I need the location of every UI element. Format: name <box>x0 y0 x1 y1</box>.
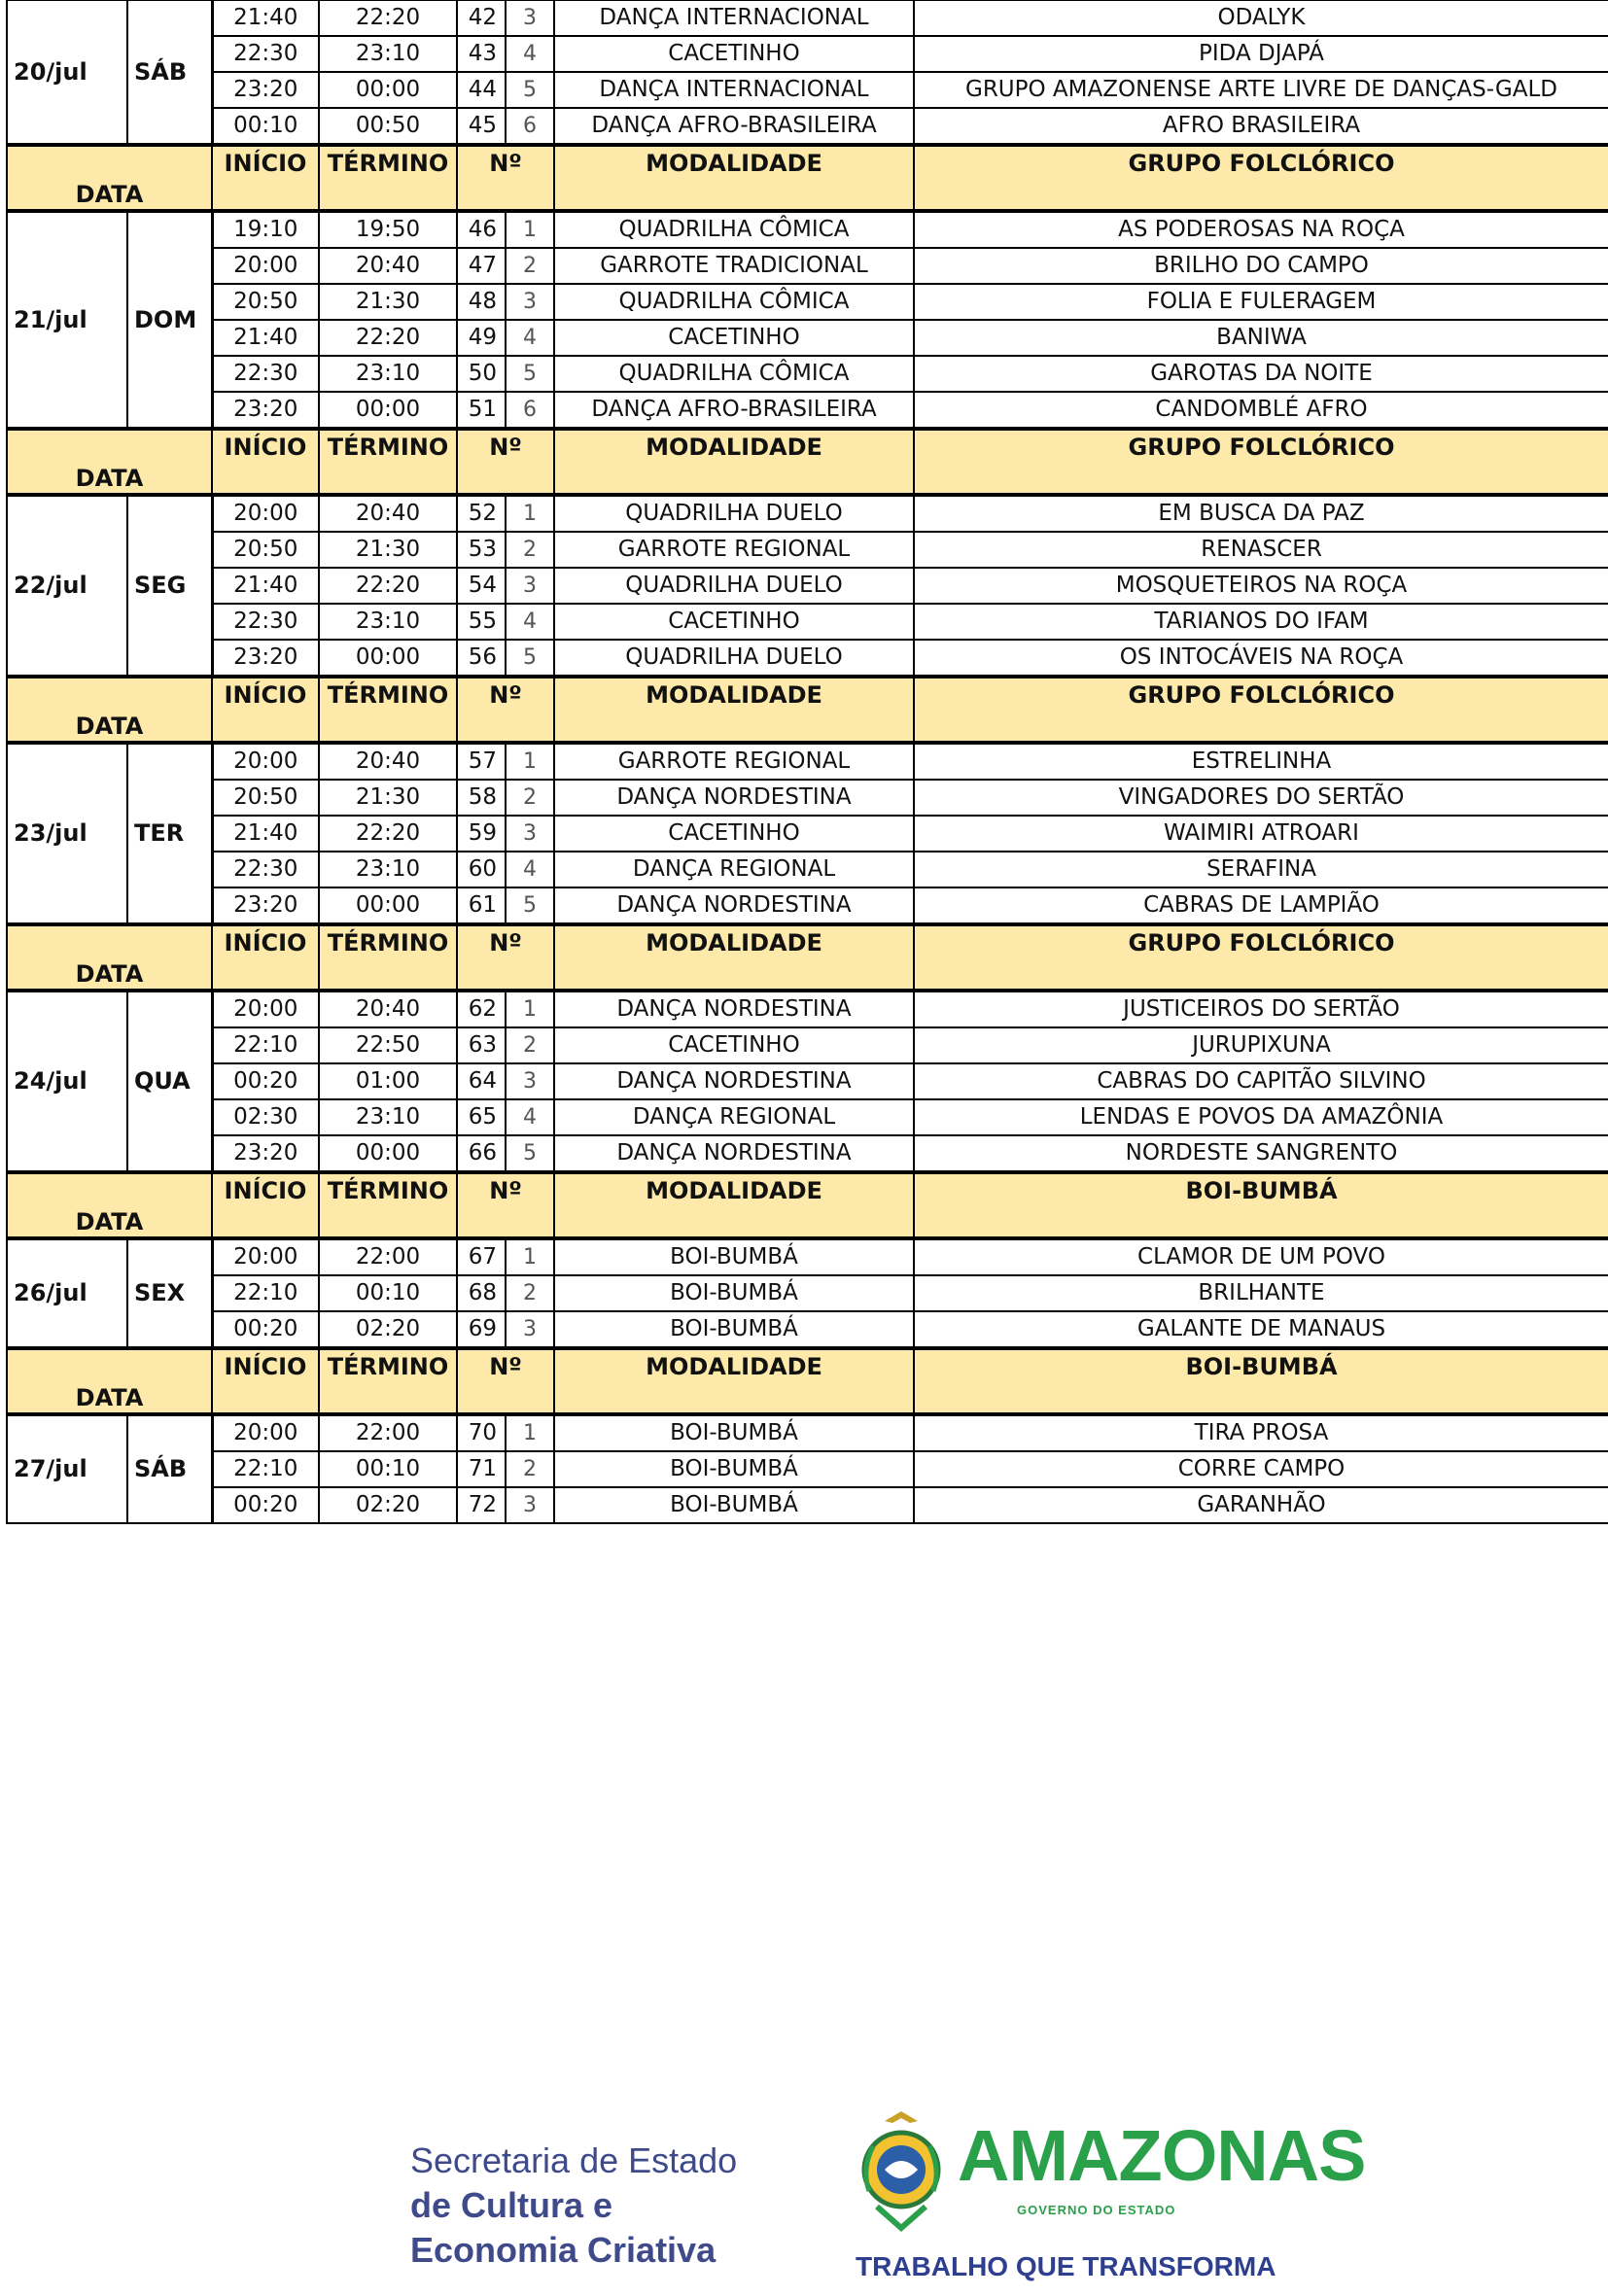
group-name: PIDA DJAPÁ <box>914 36 1608 72</box>
start-time: 19:10 <box>212 211 319 248</box>
weekday-cell: SEX <box>127 1238 212 1348</box>
header-inicio: INÍCIO <box>212 145 319 211</box>
order-number: 1 <box>506 991 554 1027</box>
end-time: 23:10 <box>319 604 457 640</box>
end-time: 00:10 <box>319 1275 457 1311</box>
end-time: 23:10 <box>319 356 457 392</box>
start-time: 20:00 <box>212 1414 319 1451</box>
modality: DANÇA AFRO-BRASILEIRA <box>554 392 914 429</box>
secretaria-logo-text <box>410 2139 737 2273</box>
group-name: ODALYK <box>914 0 1608 36</box>
table-row <box>7 816 1608 852</box>
header-termino: TÉRMINO <box>319 924 457 991</box>
table-row <box>7 495 1608 532</box>
end-time: 00:00 <box>319 1135 457 1172</box>
start-time: 20:50 <box>212 780 319 816</box>
group-name: GALANTE DE MANAUS <box>914 1311 1608 1348</box>
start-time: 20:00 <box>212 495 319 532</box>
start-time: 22:30 <box>212 604 319 640</box>
presentation-number: 65 <box>457 1099 506 1135</box>
order-number: 3 <box>506 1063 554 1099</box>
order-number: 1 <box>506 1414 554 1451</box>
header-data: DATA <box>7 145 212 211</box>
header-data: DATA <box>7 1348 212 1414</box>
order-number: 4 <box>506 320 554 356</box>
end-time: 23:10 <box>319 36 457 72</box>
order-number: 5 <box>506 640 554 677</box>
header-numero: Nº <box>457 1172 554 1238</box>
header-termino: TÉRMINO <box>319 145 457 211</box>
header-row <box>7 429 1608 495</box>
table-row <box>7 1414 1608 1451</box>
modality: BOI-BUMBÁ <box>554 1487 914 1523</box>
modality: BOI-BUMBÁ <box>554 1311 914 1348</box>
presentation-number: 43 <box>457 36 506 72</box>
end-time: 23:10 <box>319 1099 457 1135</box>
group-name: GRUPO AMAZONENSE ARTE LIVRE DE DANÇAS-GALD <box>914 72 1608 108</box>
header-row <box>7 1348 1608 1414</box>
modality: QUADRILHA DUELO <box>554 495 914 532</box>
header-group: GRUPO FOLCLÓRICO <box>914 677 1608 743</box>
table-row <box>7 568 1608 604</box>
table-row <box>7 211 1608 248</box>
modality: BOI-BUMBÁ <box>554 1275 914 1311</box>
end-time: 00:00 <box>319 640 457 677</box>
modality: DANÇA REGIONAL <box>554 1099 914 1135</box>
header-inicio: INÍCIO <box>212 924 319 991</box>
modality: QUADRILHA CÔMICA <box>554 211 914 248</box>
weekday-cell: DOM <box>127 211 212 429</box>
end-time: 02:20 <box>319 1311 457 1348</box>
modality: CACETINHO <box>554 816 914 852</box>
table-row <box>7 1451 1608 1487</box>
header-numero: Nº <box>457 677 554 743</box>
order-number: 2 <box>506 1027 554 1063</box>
modality: DANÇA AFRO-BRASILEIRA <box>554 108 914 145</box>
order-number: 2 <box>506 1275 554 1311</box>
date-cell: 23/jul <box>7 743 127 924</box>
group-name: AS PODEROSAS NA ROÇA <box>914 211 1608 248</box>
group-name: CABRAS DE LAMPIÃO <box>914 887 1608 924</box>
modality: GARROTE REGIONAL <box>554 743 914 780</box>
date-cell: 22/jul <box>7 495 127 677</box>
modality: CACETINHO <box>554 1027 914 1063</box>
header-group: GRUPO FOLCLÓRICO <box>914 924 1608 991</box>
start-time: 22:30 <box>212 356 319 392</box>
header-termino: TÉRMINO <box>319 1348 457 1414</box>
weekday-cell: SÁB <box>127 0 212 145</box>
order-number: 5 <box>506 887 554 924</box>
order-number: 2 <box>506 1451 554 1487</box>
header-modalidade: MODALIDADE <box>554 1348 914 1414</box>
table-row <box>7 640 1608 677</box>
presentation-number: 53 <box>457 532 506 568</box>
header-inicio: INÍCIO <box>212 1348 319 1414</box>
start-time: 23:20 <box>212 640 319 677</box>
header-modalidade: MODALIDADE <box>554 1172 914 1238</box>
modality: DANÇA NORDESTINA <box>554 1063 914 1099</box>
presentation-number: 67 <box>457 1238 506 1275</box>
end-time: 22:00 <box>319 1414 457 1451</box>
order-number: 1 <box>506 1238 554 1275</box>
header-numero: Nº <box>457 924 554 991</box>
end-time: 22:20 <box>319 320 457 356</box>
modality: CACETINHO <box>554 604 914 640</box>
secretaria-line-3: Economia Criativa <box>410 2230 717 2270</box>
group-name: TARIANOS DO IFAM <box>914 604 1608 640</box>
presentation-number: 66 <box>457 1135 506 1172</box>
header-data: DATA <box>7 1172 212 1238</box>
modality: GARROTE REGIONAL <box>554 532 914 568</box>
modality: DANÇA NORDESTINA <box>554 887 914 924</box>
table-row <box>7 72 1608 108</box>
table-row <box>7 780 1608 816</box>
group-name: JURUPIXUNA <box>914 1027 1608 1063</box>
governo-do-estado-label: GOVERNO DO ESTADO <box>1017 2203 1176 2217</box>
order-number: 4 <box>506 1099 554 1135</box>
order-number: 5 <box>506 72 554 108</box>
end-time: 02:20 <box>319 1487 457 1523</box>
order-number: 4 <box>506 604 554 640</box>
amazonas-coat-of-arms-icon <box>856 2109 948 2236</box>
table-row <box>7 1063 1608 1099</box>
presentation-number: 55 <box>457 604 506 640</box>
end-time: 22:20 <box>319 816 457 852</box>
weekday-cell: TER <box>127 743 212 924</box>
header-modalidade: MODALIDADE <box>554 677 914 743</box>
start-time: 20:50 <box>212 284 319 320</box>
group-name: BRILHO DO CAMPO <box>914 248 1608 284</box>
presentation-number: 61 <box>457 887 506 924</box>
schedule-table <box>6 0 1608 1524</box>
header-modalidade: MODALIDADE <box>554 145 914 211</box>
end-time: 22:00 <box>319 1238 457 1275</box>
start-time: 23:20 <box>212 887 319 924</box>
start-time: 22:10 <box>212 1451 319 1487</box>
end-time: 00:00 <box>319 392 457 429</box>
presentation-number: 54 <box>457 568 506 604</box>
order-number: 1 <box>506 743 554 780</box>
header-termino: TÉRMINO <box>319 429 457 495</box>
table-row <box>7 1238 1608 1275</box>
table-row <box>7 604 1608 640</box>
group-name: AFRO BRASILEIRA <box>914 108 1608 145</box>
table-row <box>7 1487 1608 1523</box>
modality: CACETINHO <box>554 36 914 72</box>
order-number: 1 <box>506 495 554 532</box>
weekday-cell: SEG <box>127 495 212 677</box>
start-time: 00:10 <box>212 108 319 145</box>
presentation-number: 48 <box>457 284 506 320</box>
presentation-number: 56 <box>457 640 506 677</box>
header-group: GRUPO FOLCLÓRICO <box>914 429 1608 495</box>
end-time: 19:50 <box>319 211 457 248</box>
header-termino: TÉRMINO <box>319 1172 457 1238</box>
group-name: LENDAS E POVOS DA AMAZÔNIA <box>914 1099 1608 1135</box>
table-row <box>7 852 1608 887</box>
modality: QUADRILHA DUELO <box>554 568 914 604</box>
group-name: EM BUSCA DA PAZ <box>914 495 1608 532</box>
group-name: CLAMOR DE UM POVO <box>914 1238 1608 1275</box>
table-row <box>7 1135 1608 1172</box>
table-row <box>7 532 1608 568</box>
modality: CACETINHO <box>554 320 914 356</box>
header-termino: TÉRMINO <box>319 677 457 743</box>
group-name: CORRE CAMPO <box>914 1451 1608 1487</box>
header-modalidade: MODALIDADE <box>554 429 914 495</box>
start-time: 23:20 <box>212 1135 319 1172</box>
group-name: BANIWA <box>914 320 1608 356</box>
presentation-number: 68 <box>457 1275 506 1311</box>
header-row <box>7 677 1608 743</box>
table-row <box>7 887 1608 924</box>
table-row <box>7 1099 1608 1135</box>
group-name: CANDOMBLÉ AFRO <box>914 392 1608 429</box>
header-data: DATA <box>7 429 212 495</box>
start-time: 00:20 <box>212 1311 319 1348</box>
secretaria-line-1: Secretaria de Estado <box>410 2140 738 2180</box>
table-row <box>7 991 1608 1027</box>
presentation-number: 44 <box>457 72 506 108</box>
presentation-number: 49 <box>457 320 506 356</box>
end-time: 20:40 <box>319 495 457 532</box>
order-number: 3 <box>506 284 554 320</box>
amazonas-brand: AMAZONAS <box>958 2115 1366 2196</box>
date-cell: 21/jul <box>7 211 127 429</box>
weekday-cell: SÁB <box>127 1414 212 1523</box>
table-row <box>7 320 1608 356</box>
presentation-number: 50 <box>457 356 506 392</box>
modality: GARROTE TRADICIONAL <box>554 248 914 284</box>
modality: QUADRILHA DUELO <box>554 640 914 677</box>
order-number: 3 <box>506 816 554 852</box>
weekday-cell: QUA <box>127 991 212 1172</box>
order-number: 3 <box>506 1311 554 1348</box>
group-name: JUSTICEIROS DO SERTÃO <box>914 991 1608 1027</box>
presentation-number: 45 <box>457 108 506 145</box>
start-time: 20:00 <box>212 743 319 780</box>
modality: DANÇA NORDESTINA <box>554 780 914 816</box>
table-row <box>7 0 1608 36</box>
modality: BOI-BUMBÁ <box>554 1414 914 1451</box>
order-number: 5 <box>506 1135 554 1172</box>
start-time: 02:30 <box>212 1099 319 1135</box>
group-name: SERAFINA <box>914 852 1608 887</box>
start-time: 22:30 <box>212 852 319 887</box>
end-time: 00:50 <box>319 108 457 145</box>
start-time: 22:10 <box>212 1027 319 1063</box>
presentation-number: 69 <box>457 1311 506 1348</box>
order-number: 3 <box>506 568 554 604</box>
start-time: 20:00 <box>212 1238 319 1275</box>
footer <box>0 2109 1608 2294</box>
modality: DANÇA INTERNACIONAL <box>554 72 914 108</box>
modality: QUADRILHA CÔMICA <box>554 284 914 320</box>
order-number: 3 <box>506 1487 554 1523</box>
start-time: 20:00 <box>212 248 319 284</box>
start-time: 00:20 <box>212 1063 319 1099</box>
order-number: 6 <box>506 108 554 145</box>
end-time: 21:30 <box>319 780 457 816</box>
presentation-number: 57 <box>457 743 506 780</box>
presentation-number: 64 <box>457 1063 506 1099</box>
table-row <box>7 392 1608 429</box>
presentation-number: 51 <box>457 392 506 429</box>
end-time: 22:20 <box>319 0 457 36</box>
modality: DANÇA REGIONAL <box>554 852 914 887</box>
group-name: BRILHANTE <box>914 1275 1608 1311</box>
group-name: ESTRELINHA <box>914 743 1608 780</box>
group-name: RENASCER <box>914 532 1608 568</box>
modality: DANÇA INTERNACIONAL <box>554 0 914 36</box>
group-name: TIRA PROSA <box>914 1414 1608 1451</box>
end-time: 22:50 <box>319 1027 457 1063</box>
presentation-number: 63 <box>457 1027 506 1063</box>
table-row <box>7 36 1608 72</box>
header-group: GRUPO FOLCLÓRICO <box>914 145 1608 211</box>
header-inicio: INÍCIO <box>212 1172 319 1238</box>
end-time: 20:40 <box>319 248 457 284</box>
presentation-number: 70 <box>457 1414 506 1451</box>
header-group: BOI-BUMBÁ <box>914 1172 1608 1238</box>
start-time: 21:40 <box>212 568 319 604</box>
start-time: 21:40 <box>212 816 319 852</box>
order-number: 4 <box>506 36 554 72</box>
header-group: BOI-BUMBÁ <box>914 1348 1608 1414</box>
table-row <box>7 743 1608 780</box>
group-name: GARANHÃO <box>914 1487 1608 1523</box>
order-number: 4 <box>506 852 554 887</box>
end-time: 23:10 <box>319 852 457 887</box>
table-row <box>7 108 1608 145</box>
presentation-number: 72 <box>457 1487 506 1523</box>
end-time: 22:20 <box>319 568 457 604</box>
presentation-number: 46 <box>457 211 506 248</box>
header-numero: Nº <box>457 1348 554 1414</box>
presentation-number: 71 <box>457 1451 506 1487</box>
table-row <box>7 1275 1608 1311</box>
start-time: 20:00 <box>212 991 319 1027</box>
presentation-number: 58 <box>457 780 506 816</box>
header-numero: Nº <box>457 145 554 211</box>
date-cell: 24/jul <box>7 991 127 1172</box>
header-data: DATA <box>7 924 212 991</box>
header-numero: Nº <box>457 429 554 495</box>
presentation-number: 62 <box>457 991 506 1027</box>
table-row <box>7 1311 1608 1348</box>
start-time: 21:40 <box>212 320 319 356</box>
order-number: 3 <box>506 0 554 36</box>
presentation-number: 59 <box>457 816 506 852</box>
end-time: 20:40 <box>319 743 457 780</box>
group-name: OS INTOCÁVEIS NA ROÇA <box>914 640 1608 677</box>
group-name: FOLIA E FULERAGEM <box>914 284 1608 320</box>
date-cell: 27/jul <box>7 1414 127 1523</box>
header-row <box>7 1172 1608 1238</box>
table-row <box>7 284 1608 320</box>
order-number: 6 <box>506 392 554 429</box>
start-time: 20:50 <box>212 532 319 568</box>
group-name: GAROTAS DA NOITE <box>914 356 1608 392</box>
table-row <box>7 248 1608 284</box>
group-name: MOSQUETEIROS NA ROÇA <box>914 568 1608 604</box>
header-inicio: INÍCIO <box>212 429 319 495</box>
table-row <box>7 356 1608 392</box>
start-time: 22:30 <box>212 36 319 72</box>
order-number: 2 <box>506 780 554 816</box>
end-time: 00:00 <box>319 72 457 108</box>
group-name: WAIMIRI ATROARI <box>914 816 1608 852</box>
header-row <box>7 924 1608 991</box>
start-time: 00:20 <box>212 1487 319 1523</box>
end-time: 20:40 <box>319 991 457 1027</box>
header-modalidade: MODALIDADE <box>554 924 914 991</box>
header-row <box>7 145 1608 211</box>
group-name: VINGADORES DO SERTÃO <box>914 780 1608 816</box>
group-name: NORDESTE SANGRENTO <box>914 1135 1608 1172</box>
modality: BOI-BUMBÁ <box>554 1451 914 1487</box>
end-time: 00:10 <box>319 1451 457 1487</box>
end-time: 01:00 <box>319 1063 457 1099</box>
presentation-number: 60 <box>457 852 506 887</box>
secretaria-line-2: de Cultura e <box>410 2185 613 2225</box>
header-data: DATA <box>7 677 212 743</box>
start-time: 21:40 <box>212 0 319 36</box>
slogan: TRABALHO QUE TRANSFORMA <box>856 2251 1276 2281</box>
end-time: 21:30 <box>319 532 457 568</box>
order-number: 2 <box>506 532 554 568</box>
order-number: 2 <box>506 248 554 284</box>
modality: DANÇA NORDESTINA <box>554 991 914 1027</box>
order-number: 1 <box>506 211 554 248</box>
order-number: 5 <box>506 356 554 392</box>
start-time: 23:20 <box>212 72 319 108</box>
header-inicio: INÍCIO <box>212 677 319 743</box>
start-time: 23:20 <box>212 392 319 429</box>
table-row <box>7 1027 1608 1063</box>
date-cell: 20/jul <box>7 0 127 145</box>
end-time: 00:00 <box>319 887 457 924</box>
modality: BOI-BUMBÁ <box>554 1238 914 1275</box>
presentation-number: 47 <box>457 248 506 284</box>
presentation-number: 52 <box>457 495 506 532</box>
end-time: 21:30 <box>319 284 457 320</box>
start-time: 22:10 <box>212 1275 319 1311</box>
group-name: CABRAS DO CAPITÃO SILVINO <box>914 1063 1608 1099</box>
modality: QUADRILHA CÔMICA <box>554 356 914 392</box>
modality: DANÇA NORDESTINA <box>554 1135 914 1172</box>
presentation-number: 42 <box>457 0 506 36</box>
date-cell: 26/jul <box>7 1238 127 1348</box>
